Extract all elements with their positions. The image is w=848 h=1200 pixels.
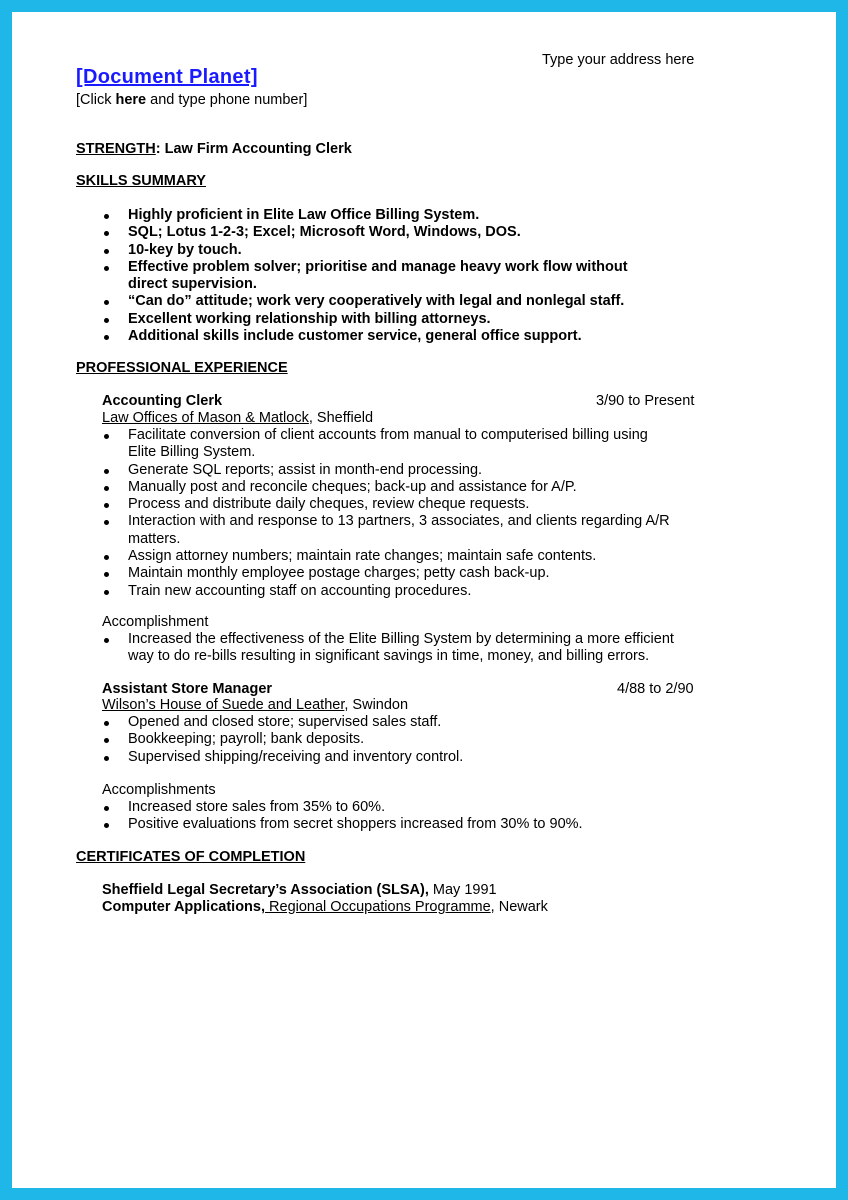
job-employer: Wilson’s House of Suede and Leather, Swindon <box>102 697 409 713</box>
list-item: Manually post and reconcile cheques; back-up and assistance for A/P. <box>102 479 677 496</box>
job-duties-list <box>102 714 677 766</box>
list-item: SQL; Lotus 1-2-3; Excel; Microsoft Word, Windows, DOS. <box>102 224 702 241</box>
accomplishment-heading: Accomplishment <box>102 614 209 630</box>
strength-label: STRENGTH <box>76 141 156 157</box>
list-item: Supervised shipping/receiving and inventory control. <box>102 749 677 766</box>
strength-value: : Law Firm Accounting Clerk <box>155 141 352 157</box>
list-item: 10-key by touch. <box>102 242 702 259</box>
list-item: Opened and closed store; supervised sales staff. <box>102 714 677 731</box>
phone-placeholder[interactable]: [Click here and type phone number] <box>76 92 308 108</box>
experience-heading: PROFESSIONAL EXPERIENCE <box>76 360 288 376</box>
list-item: Bookkeeping; payroll; bank deposits. <box>102 731 677 748</box>
certificate-item: Computer Applications, Regional Occupations Programme, Newark <box>102 899 548 915</box>
list-item: Increased the effectiveness of the Elite Billing System by determining a more efficient way to do re-bills resulting in significant savings in time, money, and billing errors. <box>102 631 677 666</box>
list-item: Excellent working relationship with billing attorneys. <box>102 311 702 328</box>
job-dates: 3/90 to Present <box>596 393 695 409</box>
job-title: Assistant Store Manager <box>102 681 273 697</box>
certificate-item: Sheffield Legal Secretary’s Association (SLSA), May 1991 <box>102 882 497 898</box>
list-item: Process and distribute daily cheques, review cheque requests. <box>102 496 677 513</box>
list-item: “Can do” attitude; work very cooperatively with legal and nonlegal staff. <box>102 293 702 310</box>
list-item: Facilitate conversion of client accounts from manual to computerised billing using Elite Billing System. <box>102 427 677 462</box>
skills-heading: SKILLS SUMMARY <box>76 173 206 189</box>
accomplishment-list <box>102 631 677 666</box>
list-item: Assign attorney numbers; maintain rate changes; maintain safe contents. <box>102 548 677 565</box>
list-item: Interaction with and response to 13 partners, 3 associates, and clients regarding A/R matters. <box>102 513 677 548</box>
list-item: Highly proficient in Elite Law Office Billing System. <box>102 207 702 224</box>
job-employer: Law Offices of Mason & Matlock, Sheffield <box>102 410 374 426</box>
accomplishment-heading: Accomplishments <box>102 782 216 798</box>
job-dates: 4/88 to 2/90 <box>617 681 694 697</box>
list-item: Increased store sales from 35% to 60%. <box>102 799 677 816</box>
job-duties-list <box>102 427 677 600</box>
list-item: Maintain monthly employee postage charges; petty cash back-up. <box>102 565 677 582</box>
strength-line <box>76 141 352 157</box>
skills-list <box>102 207 702 345</box>
list-item: Train new accounting staff on accounting procedures. <box>102 583 677 600</box>
address-placeholder[interactable]: Type your address here <box>542 52 695 68</box>
certificates-heading: CERTIFICATES OF COMPLETION <box>76 849 306 865</box>
list-item: Generate SQL reports; assist in month-end processing. <box>102 462 677 479</box>
accomplishment-list <box>102 799 677 834</box>
list-item: Additional skills include customer service, general office support. <box>102 328 702 345</box>
list-item: Positive evaluations from secret shoppers increased from 30% to 90%. <box>102 816 677 833</box>
list-item: Effective problem solver; prioritise and manage heavy work flow without direct supervision. <box>102 259 667 294</box>
document-title[interactable]: [Document Planet] <box>76 66 258 88</box>
job-title: Accounting Clerk <box>102 393 223 409</box>
